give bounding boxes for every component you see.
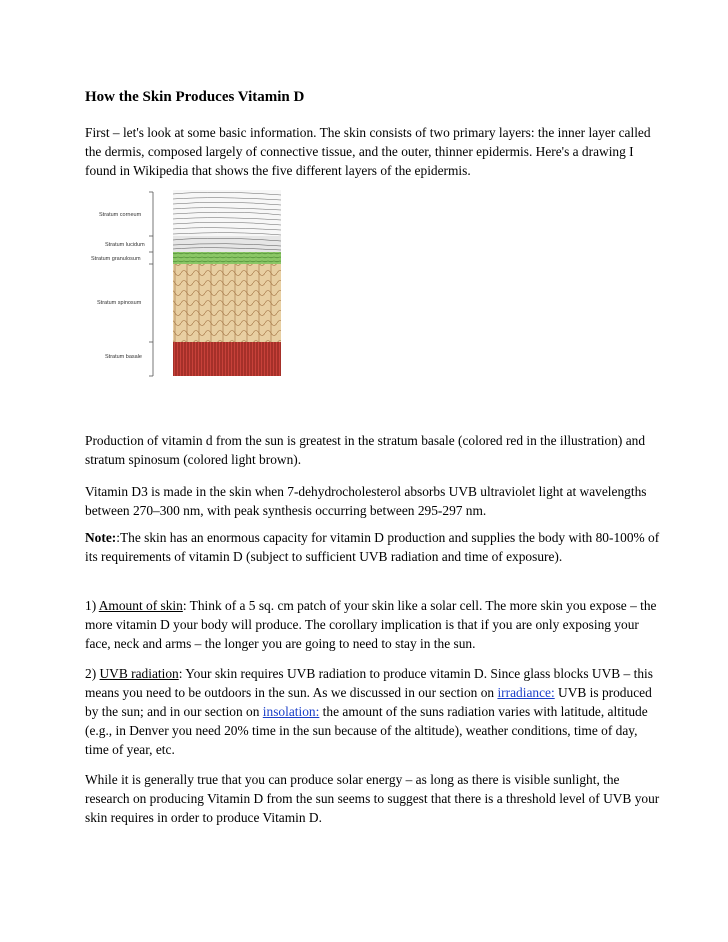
- note-label: Note:: [85, 530, 117, 545]
- uvb-radiation-paragraph: [85, 664, 660, 759]
- item2-text-a: : Your skin requires UVB radiation to produce vitamin D. Since glass blocks UVB – this means you need to be outdoors in the sun. As we discussed in our section on: [85, 666, 653, 700]
- intro-paragraph: First – let's look at some basic information. The skin consists of two primary layers: the inner layer called the dermis, composed largely of connective tissue, and the outer, thinner epidermis. Here's a drawing I found in Wikipedia that shows the five different layers of the epidermis.: [85, 125, 651, 178]
- item2-text-c: the amount of the suns radiation varies with latitude, altitude (e.g., in Denver you need 20% time in the sun because of the altitude), weather conditions, time of day, time of year, etc.: [85, 704, 648, 757]
- item1-text: : Think of a 5 sq. cm patch of your skin like a solar cell. The more skin you expose – the more vitamin D your body will produce. The corollary implication is that if you are only exposing your face, neck and arms – the longer you are going to need to stay in the sun.: [85, 598, 657, 651]
- item1-number: 1): [85, 598, 99, 613]
- amount-of-skin-paragraph: [85, 596, 660, 653]
- threshold-paragraph: While it is generally true that you can produce solar energy – as long as there is visible sunlight, the research on producing Vitamin D from the sun seems to suggest that there is a threshold level of UVB your skin requires in order to produce Vitamin D.: [85, 772, 660, 825]
- label-stratum-lucidum: Stratum lucidum: [105, 242, 145, 248]
- note-paragraph: [85, 528, 660, 566]
- uvb-radiation-term: UVB radiation: [99, 666, 179, 681]
- irradiance-link[interactable]: irradiance:: [497, 685, 555, 700]
- epidermis-layers-illustration: [85, 188, 295, 382]
- label-stratum-basale: Stratum basale: [105, 354, 142, 360]
- label-stratum-granulosum: Stratum granulosum: [91, 256, 141, 262]
- item2-text-b: UVB is produced by the sun; and in our section on: [85, 685, 652, 719]
- production-paragraph: Production of vitamin d from the sun is greatest in the stratum basale (colored red in the illustration) and stratum spinosum (colored light brown).: [85, 433, 646, 467]
- amount-of-skin-term: Amount of skin: [98, 598, 183, 613]
- vitamin-d3-paragraph: Vitamin D3 is made in the skin when 7-dehydrocholesterol absorbs UVB ultraviolet light at wavelengths between 270–300 nm, with peak synthesis occurring between 295-297 nm.: [85, 484, 647, 518]
- item2-number: 2): [85, 666, 100, 681]
- insolation-link[interactable]: insolation:: [262, 704, 320, 719]
- label-stratum-spinosum: Stratum spinosum: [97, 300, 142, 306]
- document-title: How the Skin Produces Vitamin D: [85, 89, 305, 105]
- label-stratum-corneum: Stratum corneum: [99, 212, 142, 218]
- note-text: :The skin has an enormous capacity for vitamin D production and supplies the body with 80-100% of its requirements of vitamin D (subject to sufficient UVB radiation and time of exposure).: [85, 530, 660, 564]
